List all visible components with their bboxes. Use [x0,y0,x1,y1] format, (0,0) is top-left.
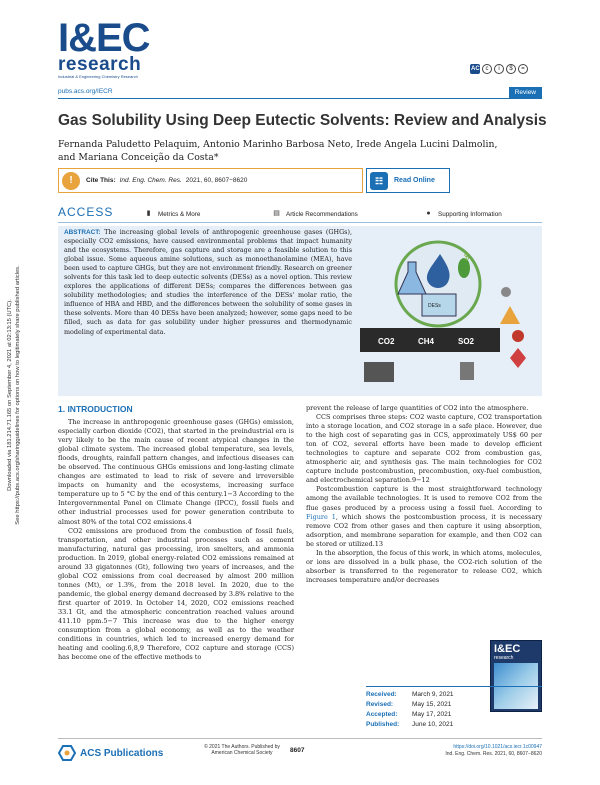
co2-label: CO2 [378,337,395,346]
supporting-info-tab[interactable] [424,210,502,218]
bar-chart-icon: ▮ [146,210,151,217]
article-title: Gas Solubility Using Deep Eutectic Solvents: Review and Analysis [58,112,547,129]
creative-commons-icon[interactable]: c [482,64,492,74]
logo-big: I&EC [58,16,150,60]
paragraph-5-before: Postcombustion capture is the most straightforward technology among the available technologies. It is used to remove CO2 from the flue gases produced by a process using a fossil fuel. According to [306,485,542,512]
logo-small: Industrial & Engineering Chemistry Research [58,74,138,79]
access-label: ACCESS [58,205,114,219]
intro-paragraph-3: prevent the release of large quantities of CO2 into the atmosphere. [306,404,529,412]
accepted-date: May 17, 2021 [412,711,452,718]
logo-mid: research [58,54,142,75]
cite-this-box[interactable] [58,168,363,193]
cover-title: I&EC [494,643,521,655]
abstract-text: The increasing global levels of anthropogenic greenhouse gases (GHGs), especially CO2 emissions, have caused environmental problems that impact humanity and the ecosystems. Therefore, gas capture and storage are a feasible solution to this global issue. Some aqueous amine solutions, such as monoethanolamine (MEA), have been used to capture GHGs, but they are not environment friendly. Research on greener solvents for this task led to deep eutectic solvents (DESs) as a novel option. This review explores the applications of different DESs; compares the differences between gas solubility methodologies; and studies the interference of the DESs' molar ratio, the influence of HBA and HBD, and the differences between the solubility of some gases in these solvents. More than 40 DESs have been analyzed; however, some gaps need to be filled, such as data for gas solubility under higher pressures and thermodynamic modeling of experimental data. [64,228,352,336]
recommendations-tab[interactable] [272,210,358,218]
copyright-notice [192,744,292,756]
paragraph-5-after: , which shows the postcombustion process, it is necessary remove CO2 from other gases and then capture it using absorption, adsorption, and membrane separation for example, and then CO2 can be stored or utilized.13 [306,512,542,548]
des-label: DESs [428,303,441,309]
cite-journal: Ind. Eng. Chem. Res. [119,177,182,184]
intro-paragraph-5 [306,485,542,548]
journal-logo [58,16,168,80]
abstract-box [58,226,542,396]
page-number: 8607 [290,747,305,754]
read-online-icon: ☷ [370,172,388,190]
download-note-line1: Downloaded via 181.214.71.165 on September 4, 2021 at 02:13:15 (UTC). [7,299,13,491]
cite-label: Cite This: [86,177,116,184]
accepted-row [366,710,542,720]
figure-1-link[interactable]: Figure 1 [306,512,336,521]
left-column [58,418,294,662]
dollar-icon: $ [464,252,470,262]
metrics-tab-label: Metrics & More [158,210,201,218]
journal-url-bar [58,87,542,99]
accepted-label: Accepted: [366,711,398,718]
access-bar [58,205,542,223]
abstract-label: ABSTRACT: [64,229,101,236]
nc-icon[interactable]: $ [506,64,516,74]
footer-divider [58,738,542,739]
revised-label: Revised: [366,701,394,708]
received-date: March 9, 2021 [412,691,454,698]
published-date: June 10, 2021 [412,721,454,728]
intro-paragraph-2: CO2 emissions are produced from the combustion of fossil fuels, transportation, and other industrial processes such as cement manufacturing, natural gas processing, iron smelters, and ammonia production. In 2019, global energy-related CO2 emissions remained at around 33 gigatonnes (Gt), following two years of increases, and the global CO2 emissions from coal decreased by almost 200 million tonnes (Mt), or 1.3%, from the 2018 level. In 2020, due to the pandemic, the global energy demand decreased by 3.8% relative to the first quarter of 2019. In October 14, 2020, CO2 emissions reached 33.1 Gt, and the atmospheric concentration reached values around 411.10 ppm.5−7 This increase was due to the higher energy consumption from a global economy, as well as to the weather conditions in countries, which led to increased energy demand for heating and cooling.6,8,9 Therefore, CO2 capture and storage (CCS) has become one of the effective methods to [58,526,294,662]
received-row [366,690,542,700]
cover-subtitle: research [494,655,514,661]
factory-icon [364,362,394,382]
intro-paragraph-6: In the absorption, the focus of this work, in which atoms, molecules, or ions are dissolved in a bulk phase, the CO2-rich solution of the absorber is transferred to the regenerator to release CO2, which increases temperature and/or decreases [306,548,542,584]
read-online-label: Read Online [394,177,435,184]
right-column [306,404,542,585]
acs-hex-icon [58,745,76,761]
authors-line2[interactable]: and Mariana Conceição da Costa* [58,152,219,163]
gear-icon [501,287,511,297]
doi-link[interactable]: https://doi.org/10.1021/acs.iecr.1c00947 [453,744,542,750]
by-icon[interactable]: i [494,64,504,74]
nd-icon[interactable]: = [518,64,528,74]
ch4-label: CH4 [418,337,435,346]
copyright-line2: American Chemical Society [211,750,273,756]
cite-details: 2021, 60, 8607−8620 [185,177,248,184]
cite-icon: ! [62,172,80,190]
published-label: Published: [366,721,400,728]
copyright-line1: © 2021 The Authors. Published by [204,744,280,750]
introduction-heading: 1. INTRODUCTION [58,404,133,414]
doi-reference [430,744,542,758]
read-online-button[interactable] [366,168,450,193]
intro-paragraph-4: CCS comprises three steps: CO2 waste capture, CO2 transportation into a storage location, and CO2 storage in a safe place. However, due to the high cost of separating gas in CCS, approximately US$ 60 per ton of CO2, several efforts have been made to develop efficient technologies to capture and separate CO2 from combustion gas, atmospheric air, and synthesis gas. The main technologies for CO2 capture include postcombustion, precombustion, oxy-fuel combustion, and electrochemical separation.9−12 [306,413,542,485]
publisher-name: ACS Publications [80,747,164,759]
authors-line1[interactable]: Fernanda Paludetto Pelaquim, Antonio Marinho Barbosa Neto, Irede Angela Lucini Dalmolin, [58,139,498,150]
received-label: Received: [366,691,397,698]
intro-paragraph-1: The increase in anthropogenic greenhouse gases (GHGs) emission, especially carbon dioxide (CO2), that started in the preindustrial era is very likely to be the main cause of recent atypical changes in the global climate system. The increased global temperature, sea levels, floods, droughts, rainfall pattern changes, and infectious diseases can be observed. The continuous GHGs emissions and long-lasting climate changes are estimated to lead to risk of severe and irreversible impacts on humanity and the ecosystems, increasing surface temperature up to 5 °C by the end of this century.1−3 According to the Intergovernmental Panel on Climate Change (IPCC), fossil fuels and other industrial processes used for power generation contribute to almost 80% of the total CO2 emissions.4 [58,418,294,526]
published-row [366,720,542,730]
license-icons [470,64,528,74]
revised-row [366,700,542,710]
revised-date: May 15, 2021 [412,701,452,708]
recommendations-tab-label: Article Recommendations [286,210,358,218]
supporting-info-tab-label: Supporting Information [438,210,502,218]
supporting-info-icon: ● [426,210,431,217]
publication-dates [366,686,542,730]
flame-icon [510,348,526,368]
citation-reference: Ind. Eng. Chem. Res. 2021, 60, 8607−8620 [445,751,542,757]
acs-open-access-icon[interactable]: AC [471,66,480,72]
article-type-badge: Review [509,87,542,98]
journal-url-link[interactable]: pubs.acs.org/IECR [58,88,113,95]
abstract-text-block [64,228,352,337]
warning-icon [500,306,520,324]
trash-icon [460,362,474,380]
metrics-tab[interactable] [144,210,200,218]
acs-publications-logo[interactable] [58,745,163,761]
document-icon: ▤ [273,210,280,217]
download-note-line2: See https://pubs.acs.org/sharingguidelines for options on how to legitimately share published articles. [15,265,21,525]
author-list [58,138,548,164]
so2-label: SO2 [458,337,475,346]
toc-graphic [360,232,538,392]
download-note [2,230,34,560]
thermometer-icon [512,330,524,342]
